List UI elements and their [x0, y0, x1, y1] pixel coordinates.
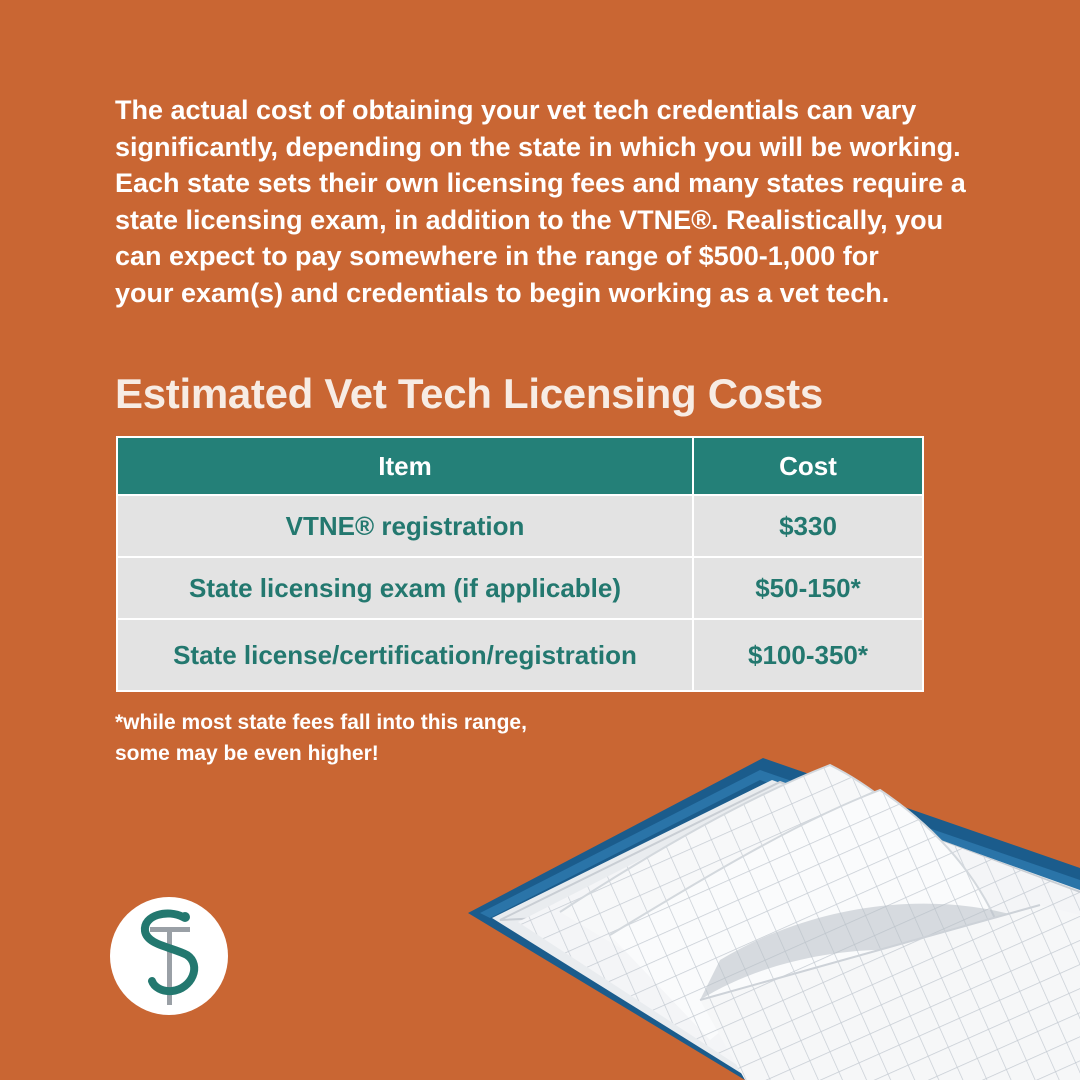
column-header-item: Item: [117, 437, 693, 495]
intro-line: Each state sets their own licensing fees and many states require a: [115, 168, 966, 198]
column-header-cost: Cost: [693, 437, 923, 495]
intro-line: state licensing exam, in addition to the VTNE®. Realistically, you: [115, 204, 944, 235]
section-heading: Estimated Vet Tech Licensing Costs: [115, 370, 823, 417]
item-cell: VTNE® registration: [117, 495, 693, 557]
cost-cell: $330: [693, 495, 923, 557]
intro-line: significantly, depending on the state in which you will be working.: [115, 131, 961, 162]
cost-cell: $100-350*: [693, 619, 923, 691]
cost-cell: $50-150*: [693, 557, 923, 619]
item-cell: State license/certification/registration: [117, 619, 693, 691]
intro-line: The actual cost of obtaining your vet tech credentials can vary: [115, 95, 917, 125]
intro-line: your exam(s) and credentials to begin working as a vet tech.: [115, 277, 890, 308]
caduceus-st-logo-icon: [110, 897, 228, 1015]
footnote-line: *while most state fees fall into this range,: [115, 711, 527, 734]
intro-line: can expect to pay somewhere in the range of $500-1,000 for: [115, 241, 879, 271]
footnote-line: some may be even higher!: [115, 742, 379, 765]
item-cell: State licensing exam (if applicable): [117, 557, 693, 619]
